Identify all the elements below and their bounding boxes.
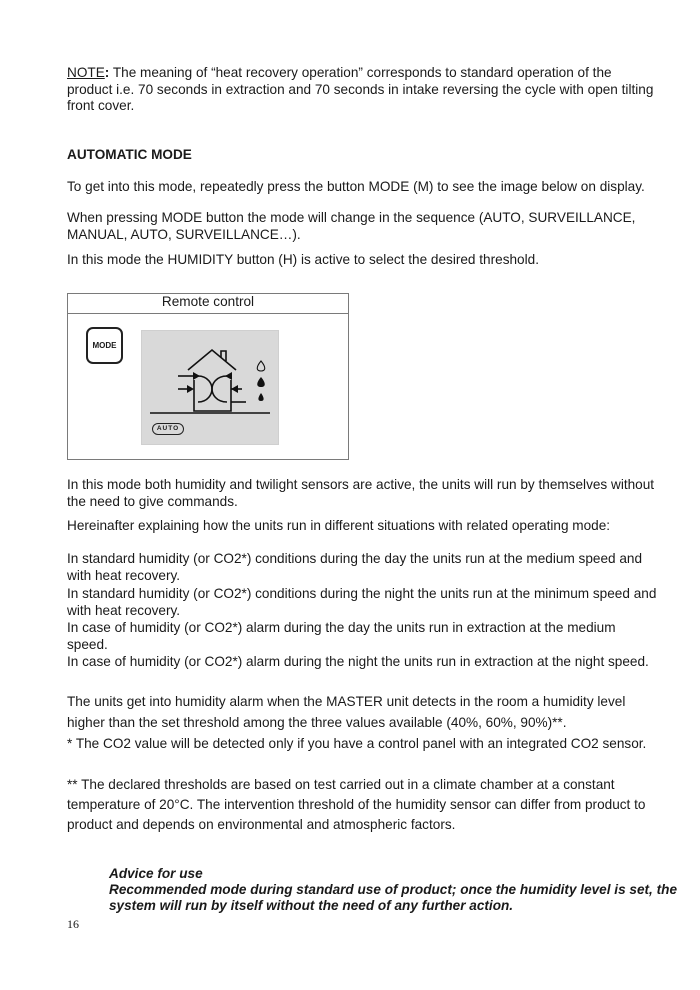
mode-button[interactable]: MODE bbox=[86, 327, 123, 364]
body-p9: ** The declared thresholds are based on test carried out in a climate chamber at a constant temperature of 20°C. The intervention threshold of the humidity sensor can differ from product to product and depends on environmental and atmospheric factors. bbox=[67, 777, 646, 832]
body-p3: In standard humidity (or CO2*) conditions during the day the units run at the medium speed and with heat recovery. bbox=[67, 551, 643, 583]
intro-p1: To get into this mode, repeatedly press the button MODE (M) to see the image below on display. bbox=[67, 179, 645, 194]
auto-mode-indicator: AUTO bbox=[152, 423, 184, 435]
body-p6: In case of humidity (or CO2*) alarm during the night the units run in extraction at the night speed. bbox=[67, 654, 649, 669]
body-p4: In standard humidity (or CO2*) conditions during the night the units run at the minimum speed and with heat recovery. bbox=[67, 586, 657, 618]
note-label: NOTE bbox=[67, 65, 105, 80]
remote-control-figure bbox=[67, 293, 349, 460]
body-p2: Hereinafter explaining how the units run in different situations with related operating mode: bbox=[67, 518, 611, 533]
advice-text: Recommended mode during standard use of product; once the humidity level is set, the system will run by itself without the need of any further action. bbox=[109, 882, 678, 913]
note-colon: : bbox=[104, 65, 110, 80]
note-text: The meaning of “heat recovery operation” corresponds to standard operation of the product i.e. 70 seconds in extraction and 70 seconds in intake reversing the cycle with open tilting front cover. bbox=[67, 65, 654, 113]
remote-display bbox=[141, 330, 279, 445]
body-p7: The units get into humidity alarm when the MASTER unit detects in the room a humidity level higher than the set threshold among the three values available (40%, 60%, 90%)**. bbox=[67, 694, 626, 730]
page-number: 16 bbox=[67, 917, 79, 931]
intro-p3: In this mode the HUMIDITY button (H) is active to select the desired threshold. bbox=[67, 252, 539, 267]
body-p1: In this mode both humidity and twilight sensors are active, the units will run by themselves without the need to give commands. bbox=[67, 477, 655, 509]
section-title: AUTOMATIC MODE bbox=[67, 147, 192, 162]
body-p5: In case of humidity (or CO2*) alarm during the day the units run in extraction at the medium speed. bbox=[67, 620, 616, 652]
intro-p2: When pressing MODE button the mode will change in the sequence (AUTO, SURVEILLANCE, MANUAL, AUTO, SURVEILLANCE…). bbox=[67, 210, 636, 242]
advice-title: Advice for use bbox=[109, 866, 203, 881]
figure-title: Remote control bbox=[68, 294, 348, 314]
body-p8: * The CO2 value will be detected only if you have a control panel with an integrated CO2 sensor. bbox=[67, 736, 647, 751]
note-paragraph bbox=[67, 65, 657, 115]
